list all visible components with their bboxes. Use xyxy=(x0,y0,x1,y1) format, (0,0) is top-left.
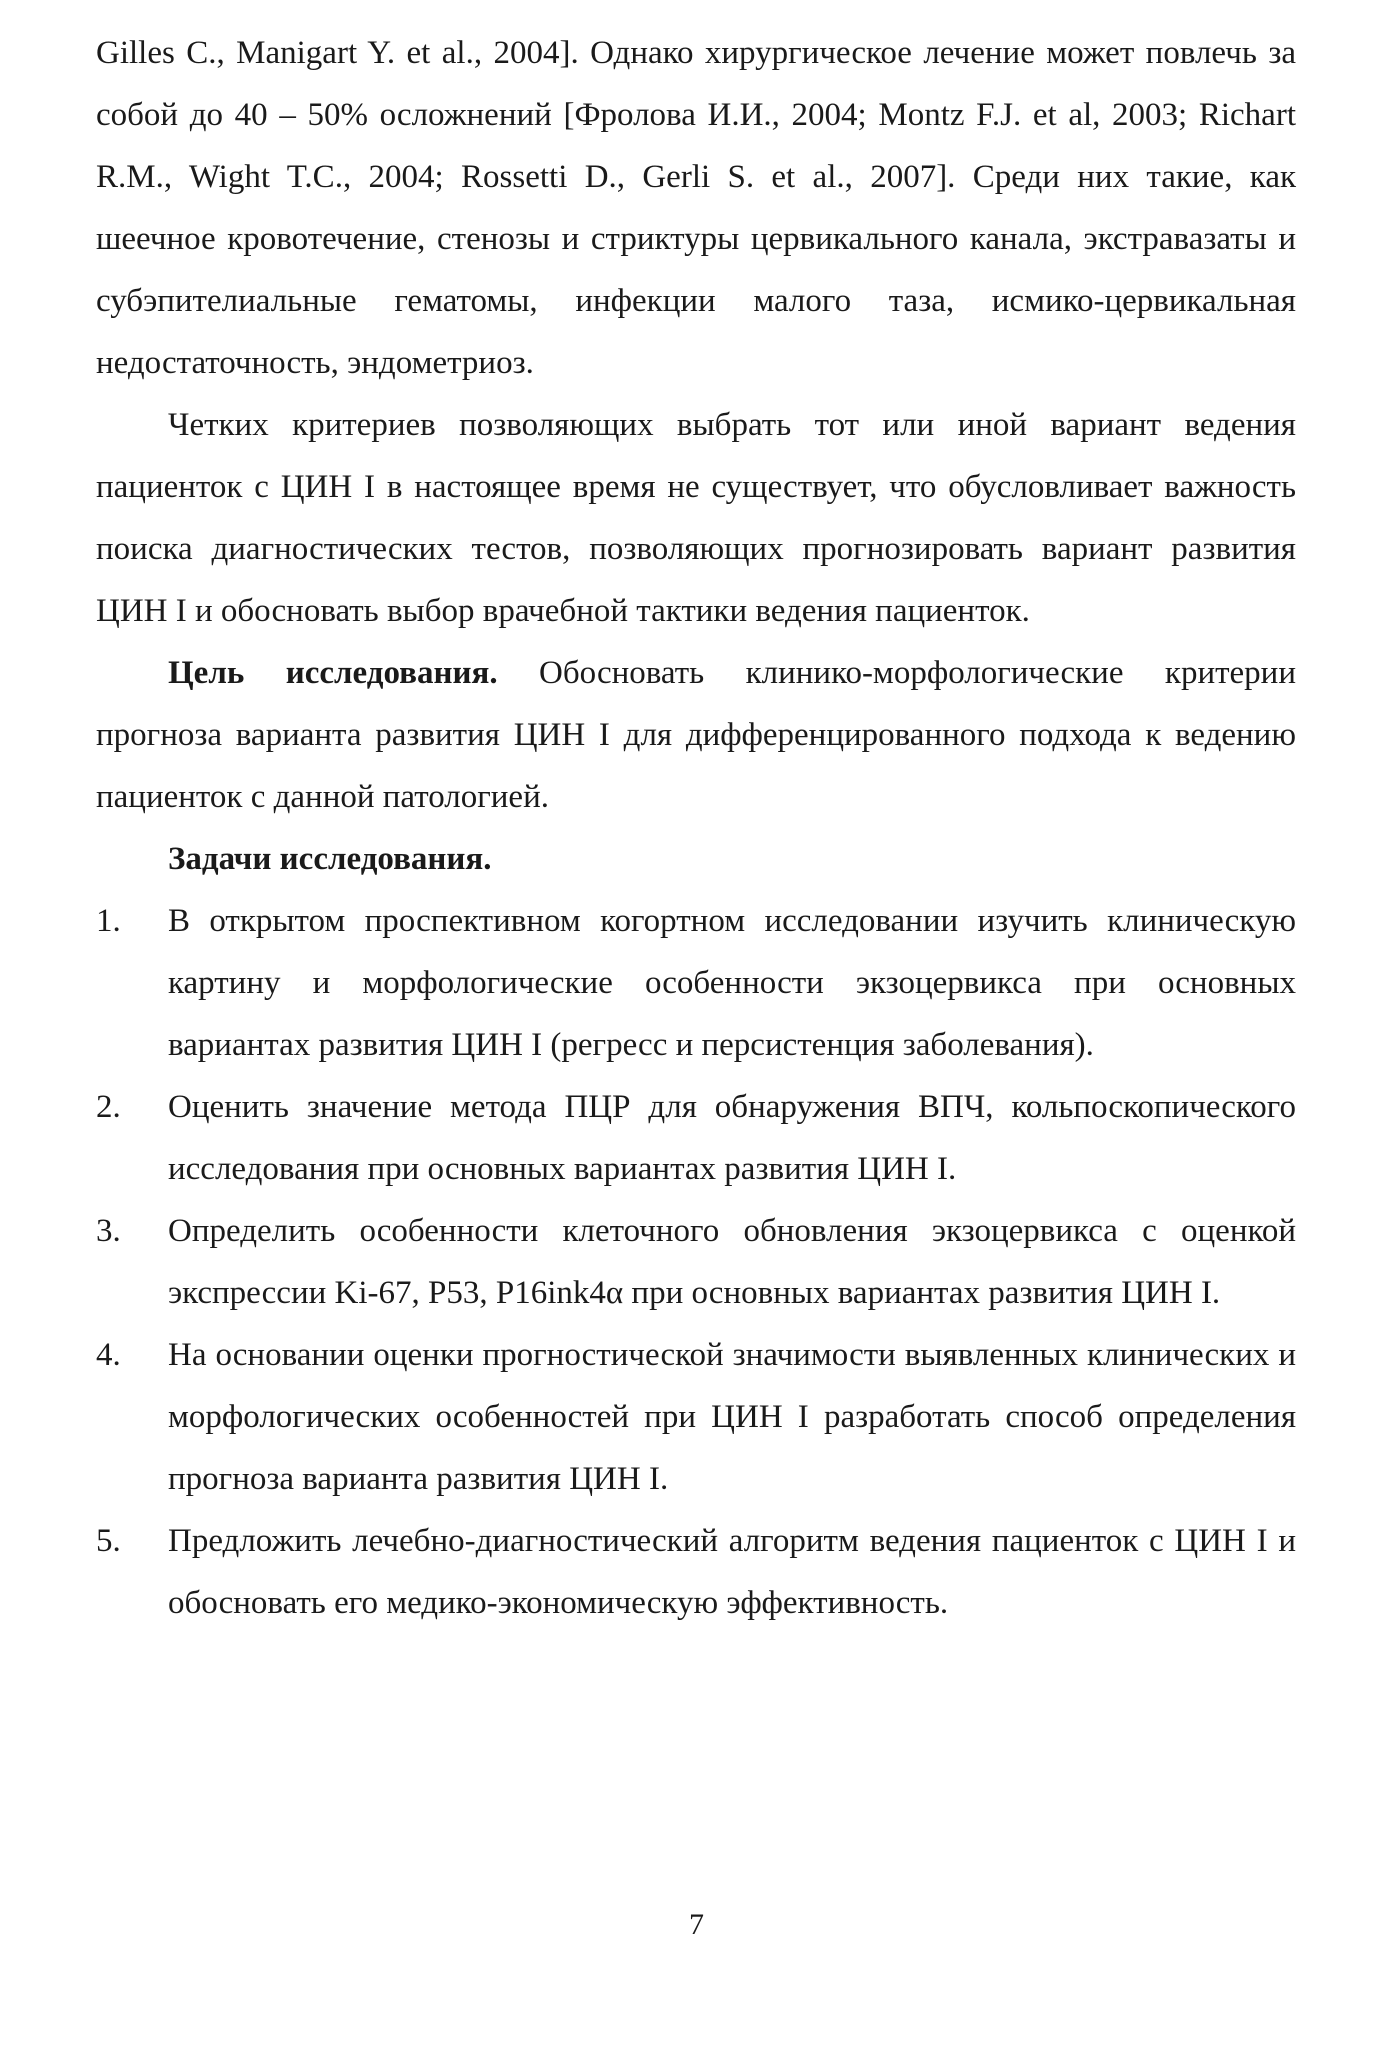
task-text: В открытом проспективном когортном исследовании изучить клиническую картину и морфологические особенности экзоцервикса при основных вариантах развития ЦИН I (регресс и персистенция заболевания). xyxy=(168,903,1296,1063)
task-text: На основании оценки прогностической значимости выявленных клинических и морфологических особенностей при ЦИН I разработать способ определения прогноза варианта развития ЦИН I. xyxy=(168,1337,1296,1497)
task-number: 1. xyxy=(96,903,121,939)
goal-label: Цель исследования. xyxy=(168,655,498,691)
task-item-4 xyxy=(96,1324,1296,1510)
task-text: Определить особенности клеточного обновления экзоцервикса с оценкой экспрессии Ki-67, P53, P16ink4α при основных вариантах развития ЦИН I. xyxy=(168,1213,1296,1311)
paragraph-criteria: Четких критериев позволяющих выбрать тот или иной вариант ведения пациенток с ЦИН I в настоящее время не существует, что обусловливает важность поиска диагностических тестов, позволяющих прогнозировать вариант развития ЦИН I и обосновать выбор врачебной тактики ведения пациенток. xyxy=(96,407,1296,629)
task-item-3 xyxy=(96,1200,1296,1324)
paragraph-complications: Gilles C., Manigart Y. et al., 2004]. Однако хирургическое лечение может повлечь за собой до 40 – 50% осложнений [Фролова И.И., 2004; Montz F.J. et al, 2003; Richart R.M., Wight T.C., 2004; Rossetti D., Gerli S. et al., 2007]. Среди них такие, как шеечное кровотечение, стенозы и стриктуры цервикального канала, экстравазаты и субэпителиальные гематомы, инфекции малого таза, исмико-цервикальная недостаточность, эндометриоз. xyxy=(96,35,1296,381)
task-number: 5. xyxy=(96,1523,121,1559)
task-text: Предложить лечебно-диагностический алгоритм ведения пациенток с ЦИН I и обосновать его медико-экономическую эффективность. xyxy=(168,1523,1296,1621)
task-item-5 xyxy=(96,1510,1296,1634)
task-number: 2. xyxy=(96,1089,121,1125)
task-number: 4. xyxy=(96,1337,121,1373)
tasks-heading: Задачи исследования. xyxy=(168,841,492,877)
task-item-1 xyxy=(96,890,1296,1076)
task-text: Оценить значение метода ПЦР для обнаружения ВПЧ, кольпоскопического исследования при основных вариантах развития ЦИН I. xyxy=(168,1089,1296,1187)
document-body xyxy=(96,22,1296,1634)
task-number: 3. xyxy=(96,1213,121,1249)
goal-text: Обосновать клинико-морфологические критерии прогноза варианта развития ЦИН I для дифференцированного подхода к ведению пациенток с данной патологией. xyxy=(96,655,1296,815)
paragraph-goal xyxy=(96,642,1296,828)
task-item-2 xyxy=(96,1076,1296,1200)
page-number: 7 xyxy=(689,1908,704,1941)
